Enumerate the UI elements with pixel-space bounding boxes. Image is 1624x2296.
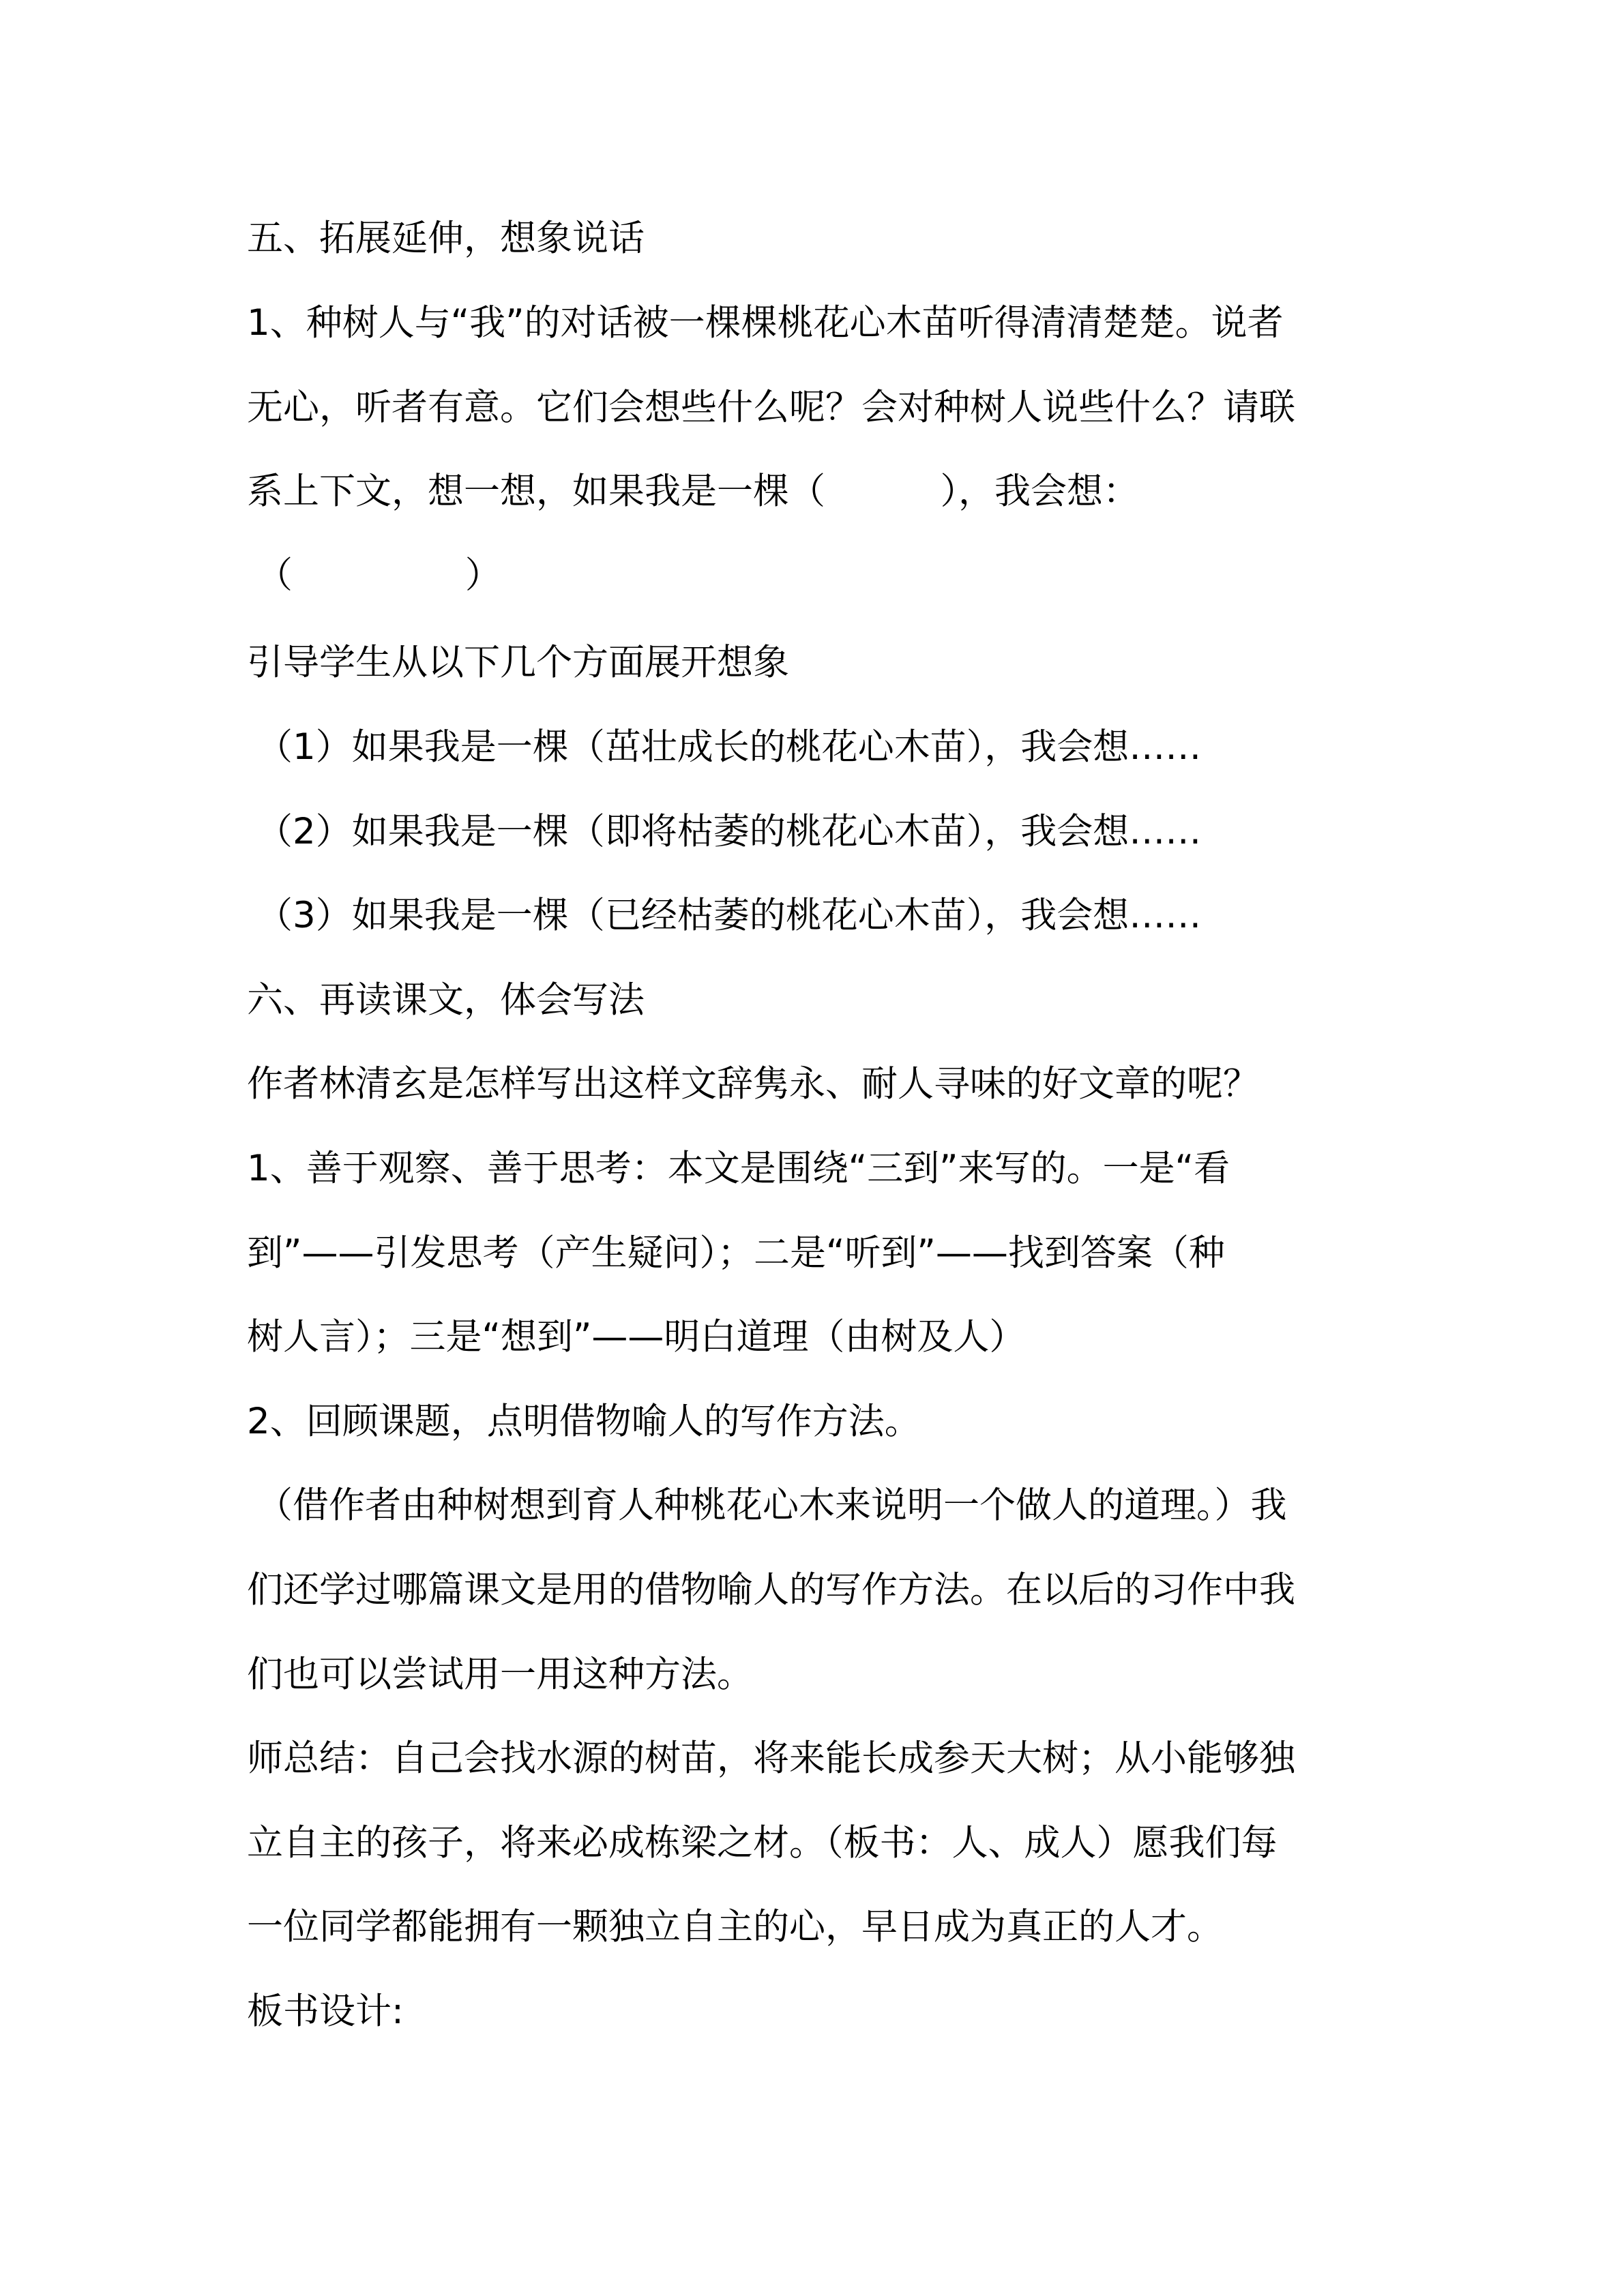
text-line: 们也可以尝试用一用这种方法。	[247, 1654, 753, 1695]
section-heading-5: 五、拓展延伸，想象说话	[247, 218, 645, 259]
text-line: 无心，听者有意。它们会想些什么呢？会对种树人说些什么？请联	[247, 387, 1295, 428]
text-line: 师总结：自己会找水源的树苗，将来能长成参天大树；从小能够独	[247, 1738, 1295, 1779]
text-line: 系上下文，想一想，如果我是一棵（ ），我会想：	[247, 471, 1139, 512]
text-line: 一位同学都能拥有一颗独立自主的心，早日成为真正的人才。	[247, 1906, 1223, 1948]
list-item: （2）如果我是一棵（即将枯萎的桃花心木苗），我会想……	[256, 811, 1202, 852]
blank-parentheses: （ ）	[256, 554, 501, 596]
text-line: （借作者由种树想到育人种桃花心木来说明一个做人的道理。）我	[256, 1485, 1287, 1526]
text-line: 2、回顾课题，点明借物喻人的写作方法。	[247, 1401, 921, 1442]
text-line: 立自主的孩子，将来必成栋梁之材。（板书：人、成人）愿我们每	[247, 1822, 1278, 1864]
text-line: 引导学生从以下几个方面展开想象	[247, 642, 789, 683]
text-line: 们还学过哪篇课文是用的借物喻人的写作方法。在以后的习作中我	[247, 1569, 1295, 1611]
list-item: （1）如果我是一棵（茁壮成长的桃花心木苗），我会想……	[256, 726, 1202, 768]
board-design-label: 板书设计:	[247, 1991, 404, 2032]
section-heading-6: 六、再读课文，体会写法	[247, 979, 645, 1021]
text-line: 1、善于观察、善于思考：本文是围绕“三到”来写的。一是“看	[247, 1148, 1230, 1189]
list-item: （3）如果我是一棵（已经枯萎的桃花心木苗），我会想……	[256, 895, 1202, 936]
text-line: 树人言）；三是“想到”——明白道理（由树及人）	[247, 1316, 1026, 1358]
text-line: 1、种树人与“我”的对话被一棵棵桃花心木苗听得清清楚楚。说者	[247, 302, 1284, 344]
text-line: 到”——引发思考（产生疑问）；二是“听到”——找到答案（种	[247, 1232, 1225, 1274]
text-line: 作者林清玄是怎样写出这样文辞隽永、耐人寻味的好文章的呢？	[247, 1063, 1259, 1105]
